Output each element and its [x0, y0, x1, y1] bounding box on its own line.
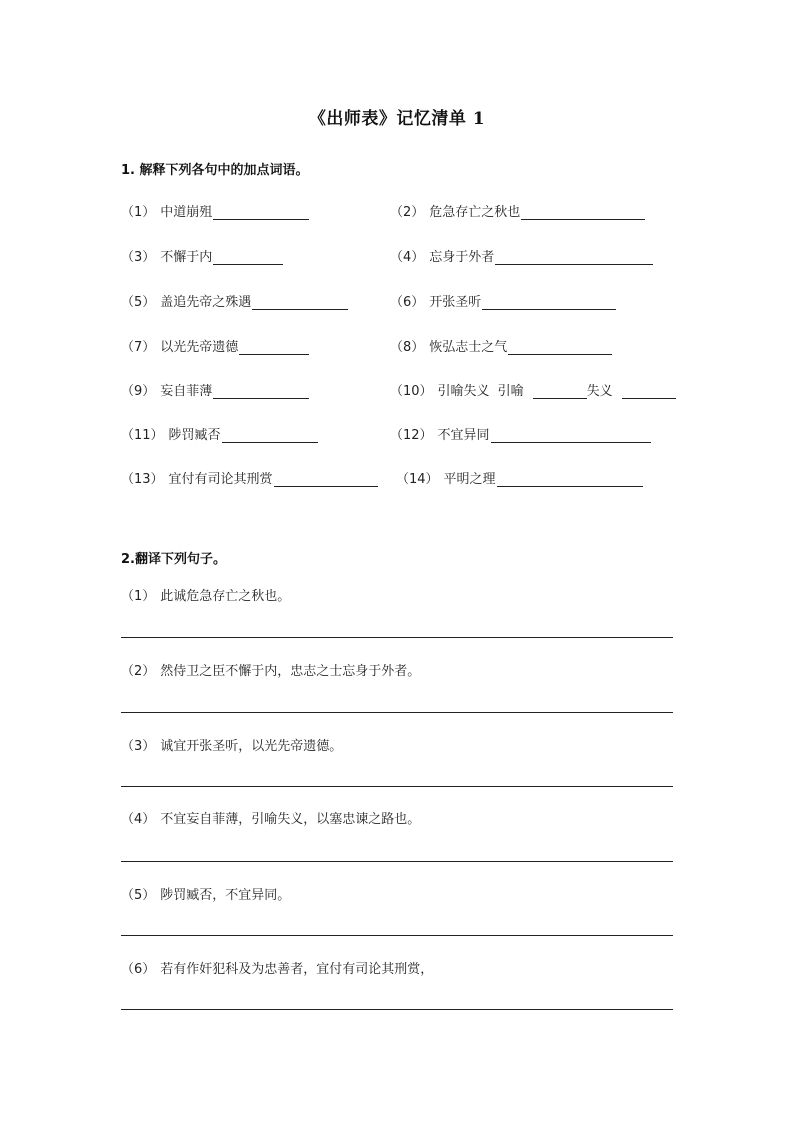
- vocab-item: [121, 292, 348, 310]
- answer-line[interactable]: [121, 935, 673, 936]
- answer-line[interactable]: [121, 1009, 673, 1010]
- vocab-item: [390, 292, 616, 310]
- item-phrase: 以光先帝遗德: [160, 340, 239, 355]
- item-sentence: 若有作奸犯科及为忠善者，宜付有司论其刑赏，: [160, 962, 434, 977]
- vocab-item: [121, 381, 309, 399]
- section-2-heading: 2.翻译下列句子。: [121, 552, 226, 567]
- answer-blank[interactable]: [222, 428, 318, 443]
- answer-blank[interactable]: [482, 295, 616, 310]
- item-subphrase: 失义: [586, 384, 613, 399]
- vocab-item: [121, 337, 309, 355]
- answer-blank[interactable]: [622, 384, 676, 399]
- item-number: （13）: [121, 472, 164, 487]
- vocab-item: [390, 247, 653, 265]
- answer-blank[interactable]: [521, 205, 645, 220]
- item-number: （7）: [121, 340, 156, 355]
- item-phrase: 引喻失义: [437, 384, 490, 399]
- translation-item: [121, 735, 342, 754]
- item-number: （14）: [396, 472, 439, 487]
- vocab-item: [396, 469, 643, 487]
- item-sentence: 陟罚臧否，不宜异同。: [160, 888, 291, 903]
- item-number: （6）: [390, 295, 425, 310]
- item-number: （2）: [390, 205, 425, 220]
- vocab-item: [121, 469, 378, 487]
- item-phrase: 中道崩殂: [160, 205, 213, 220]
- answer-blank[interactable]: [239, 340, 309, 355]
- translation-item: [121, 585, 290, 604]
- answer-line[interactable]: [121, 712, 673, 713]
- item-number: （5）: [121, 888, 156, 903]
- translation-item: [121, 958, 433, 977]
- item-sentence: 然侍卫之臣不懈于内，忠志之士忘身于外者。: [160, 664, 421, 679]
- item-number: （4）: [390, 250, 425, 265]
- item-number: （2）: [121, 664, 156, 679]
- answer-line[interactable]: [121, 861, 673, 862]
- item-number: （11）: [121, 428, 164, 443]
- answer-blank[interactable]: [497, 472, 643, 487]
- answer-blank[interactable]: [213, 205, 309, 220]
- item-number: （9）: [121, 384, 156, 399]
- item-sentence: 此诚危急存亡之秋也。: [160, 589, 291, 604]
- vocab-item: [121, 425, 318, 443]
- vocab-item: [390, 337, 612, 355]
- item-phrase: 不宜异同: [437, 428, 490, 443]
- item-number: （5）: [121, 295, 156, 310]
- item-sentence: 诚宜开张圣听，以光先帝遗德。: [160, 739, 343, 754]
- answer-blank[interactable]: [213, 250, 283, 265]
- item-phrase: 盖追先帝之殊遇: [160, 295, 252, 310]
- answer-line[interactable]: [121, 637, 673, 638]
- vocab-item: [390, 425, 651, 443]
- item-phrase: 不懈于内: [160, 250, 213, 265]
- item-phrase: 恢弘志士之气: [429, 340, 508, 355]
- item-phrase: 宜付有司论其刑赏: [168, 472, 273, 487]
- item-phrase: 妄自菲薄: [160, 384, 213, 399]
- item-number: （4）: [121, 812, 156, 827]
- answer-blank[interactable]: [274, 472, 378, 487]
- vocab-item: [390, 381, 676, 399]
- translation-item: [121, 808, 420, 827]
- item-number: （6）: [121, 962, 156, 977]
- item-phrase: 开张圣听: [429, 295, 482, 310]
- answer-blank[interactable]: [533, 384, 587, 399]
- answer-line[interactable]: [121, 786, 673, 787]
- translation-item: [121, 660, 420, 679]
- answer-blank[interactable]: [252, 295, 348, 310]
- item-number: （3）: [121, 739, 156, 754]
- answer-blank[interactable]: [508, 340, 612, 355]
- section-1-heading: 1. 解释下列各句中的加点词语。: [121, 163, 309, 178]
- item-subphrase: 引喻: [497, 384, 524, 399]
- answer-blank[interactable]: [213, 384, 309, 399]
- answer-blank[interactable]: [491, 428, 651, 443]
- item-phrase: 陟罚臧否: [168, 428, 221, 443]
- vocab-item: [390, 202, 645, 220]
- vocab-item: [121, 202, 309, 220]
- vocab-item: [121, 247, 283, 265]
- item-number: （8）: [390, 340, 425, 355]
- answer-blank[interactable]: [495, 250, 653, 265]
- page-title: 《出师表》记忆清单 1: [308, 109, 486, 129]
- item-number: （10）: [390, 384, 433, 399]
- item-phrase: 忘身于外者: [429, 250, 495, 265]
- item-phrase: 平明之理: [443, 472, 496, 487]
- item-sentence: 不宜妄自菲薄，引喻失义，以塞忠谏之路也。: [160, 812, 421, 827]
- item-number: （1）: [121, 205, 156, 220]
- item-number: （3）: [121, 250, 156, 265]
- translation-item: [121, 884, 290, 903]
- item-number: （12）: [390, 428, 433, 443]
- item-number: （1）: [121, 589, 156, 604]
- item-phrase: 危急存亡之秋也: [429, 205, 521, 220]
